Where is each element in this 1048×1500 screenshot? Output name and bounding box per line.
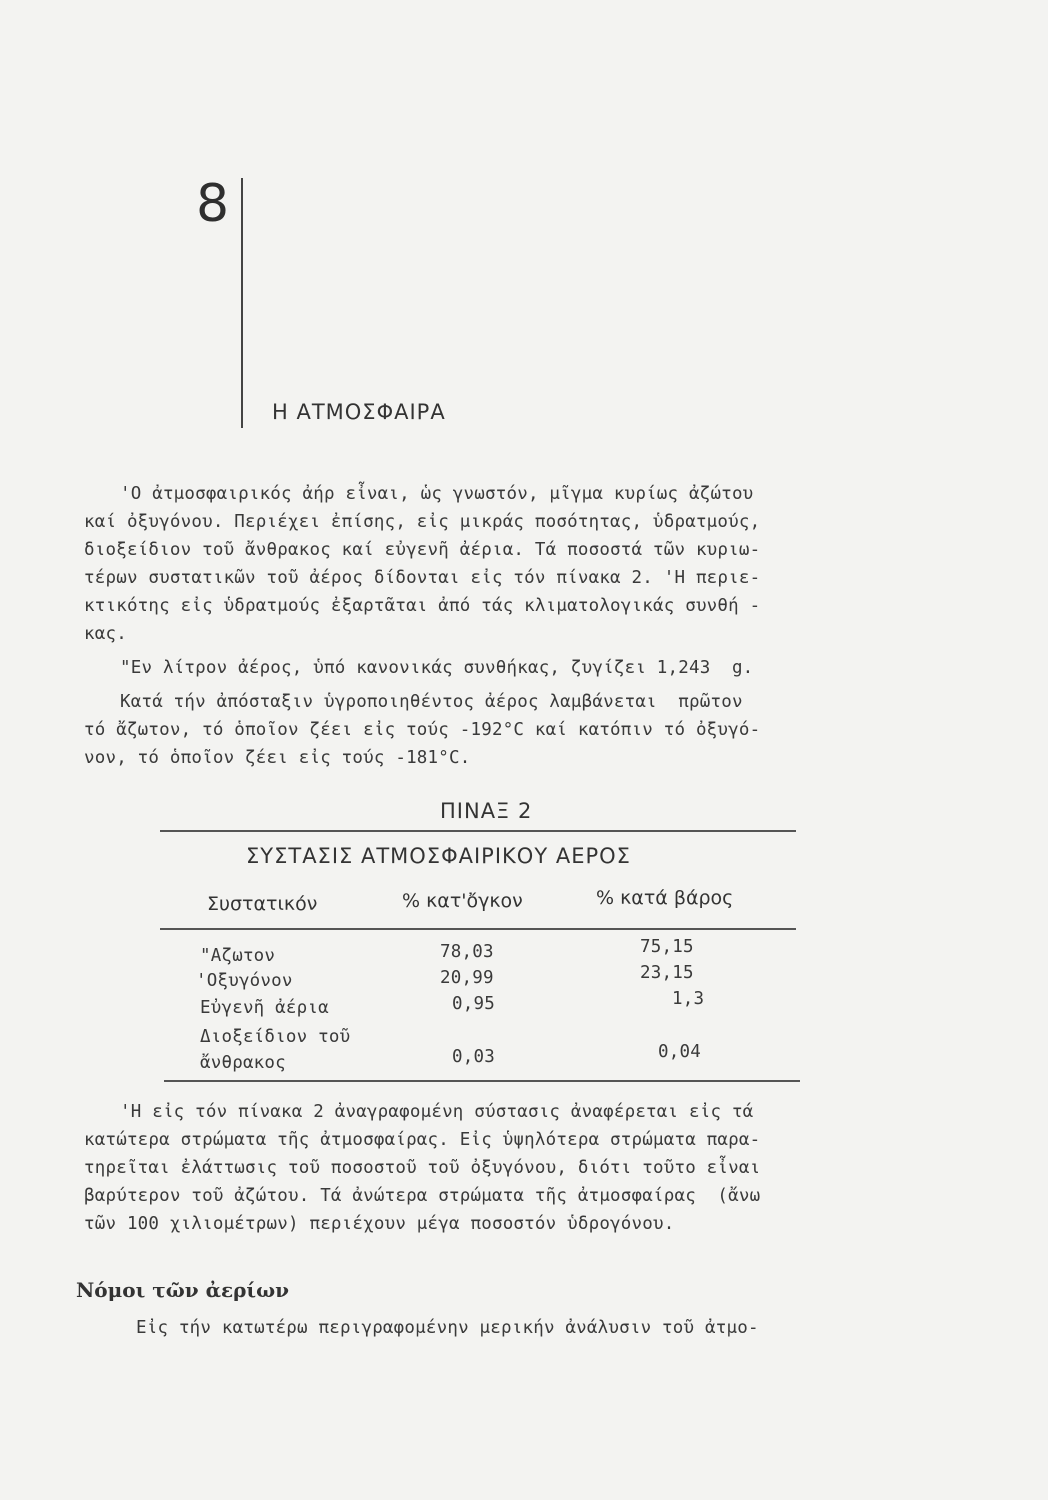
intro-line: τέρων συστατικῶν τοῦ ἀέρος δίδονται εἰς τόν πίνακα 2. 'Η περιε- [84,568,761,588]
intro-line: κτικότης εἰς ὑδρατμούς ἐξαρτᾶται ἀπό τάς κλιματολογικάς συνθή - [84,596,761,616]
intro-line: τό ἄζωτον, τό ὁποῖον ζέει εἰς τούς -192°C καί κατόπιν τό ὀξυγό- [84,720,761,740]
table-cell-volume: 20,99 [440,968,494,988]
intro-line: διοξείδιον τοῦ ἄνθρακος καί εὐγενῆ ἀέρια. Τά ποσοστά τῶν κυριω- [84,540,761,560]
body-line: βαρύτερον τοῦ ἀζώτου. Τά ἀνώτερα στρώματα τῆς ἀτμοσφαίρας (ἄνω [84,1186,761,1206]
table-cell-component: Διοξείδιον τοῦ [200,1027,351,1047]
body-line: Εἰς τήν κατωτέρω περιγραφομένην μερικήν ἀνάλυσιν τοῦ ἀτμο- [136,1318,759,1338]
table-cell-volume: 0,95 [452,994,495,1014]
intro-line: 'Ο ἀτμοσφαιρικός ἀήρ εἶναι, ὡς γνωστόν, μῖγμα κυρίως ἀζώτου [120,484,754,504]
body-line: κατώτερα στρώματα τῆς ἀτμοσφαίρας. Εἰς ὑψηλότερα στρώματα παρα- [84,1130,761,1150]
table-cell-component: "Αζωτον [200,946,276,966]
table-title: ΣΥΣΤΑΣΙΣ ΑΤΜΟΣΦΑΙΡΙΚΟΥ ΑΕΡΟΣ [246,844,631,868]
body-line: 'Η εἰς τόν πίνακα 2 ἀναγραφομένη σύστασις ἀναφέρεται εἰς τά [120,1102,754,1122]
table-top-rule [160,830,796,832]
intro-line: Κατά τήν ἀπόσταξιν ὑγροποιηθέντος ἀέρος λαμβάνεται πρῶτον [120,692,743,712]
table-cell-weight: 23,15 [640,963,694,983]
table-cell-weight: 0,04 [658,1042,701,1062]
table-cell-volume: 78,03 [440,942,494,962]
table-cell-component: Εὐγενῆ ἀέρια [200,998,329,1018]
table-header-volume: % κατ'ὄγκον [402,890,523,912]
table-header-rule [160,928,796,930]
table-header-component: Συστατικόν [207,893,318,915]
chapter-divider [241,178,243,428]
table-cell-component: ἄνθρακος [200,1053,286,1073]
section-heading: Νόμοι τῶν ἀερίων [76,1278,290,1302]
intro-line: κας. [84,624,127,644]
table-cell-weight: 75,15 [640,937,694,957]
table-cell-volume: 0,03 [452,1047,495,1067]
table-header-weight: % κατά βάρος [596,887,734,909]
table-caption: ΠΙΝΑΞ 2 [440,799,533,823]
body-line: τῶν 100 χιλιομέτρων) περιέχουν μέγα ποσοστόν ὑδρογόνου. [84,1214,675,1234]
table-bottom-rule [164,1080,800,1082]
intro-line: καί ὀξυγόνου. Περιέχει ἐπίσης, εἰς μικράς ποσότητας, ὑδρατμούς, [84,512,761,532]
intro-line: "Εν λίτρον ἀέρος, ὑπό κανονικάς συνθήκας, ζυγίζει 1,243 g. [120,658,754,678]
body-line: τηρεῖται ἐλάττωσις τοῦ ποσοστοῦ τοῦ ὀξυγόνου, διότι τοῦτο εἶναι [84,1158,761,1178]
chapter-number: 8 [196,174,230,234]
chapter-title: Η ΑΤΜΟΣΦΑΙΡΑ [272,400,446,424]
table-cell-weight: 1,3 [672,989,705,1009]
table-cell-component: 'Οξυγόνον [196,971,293,991]
intro-line: νον, τό ὁποῖον ζέει εἰς τούς -181°C. [84,748,471,768]
